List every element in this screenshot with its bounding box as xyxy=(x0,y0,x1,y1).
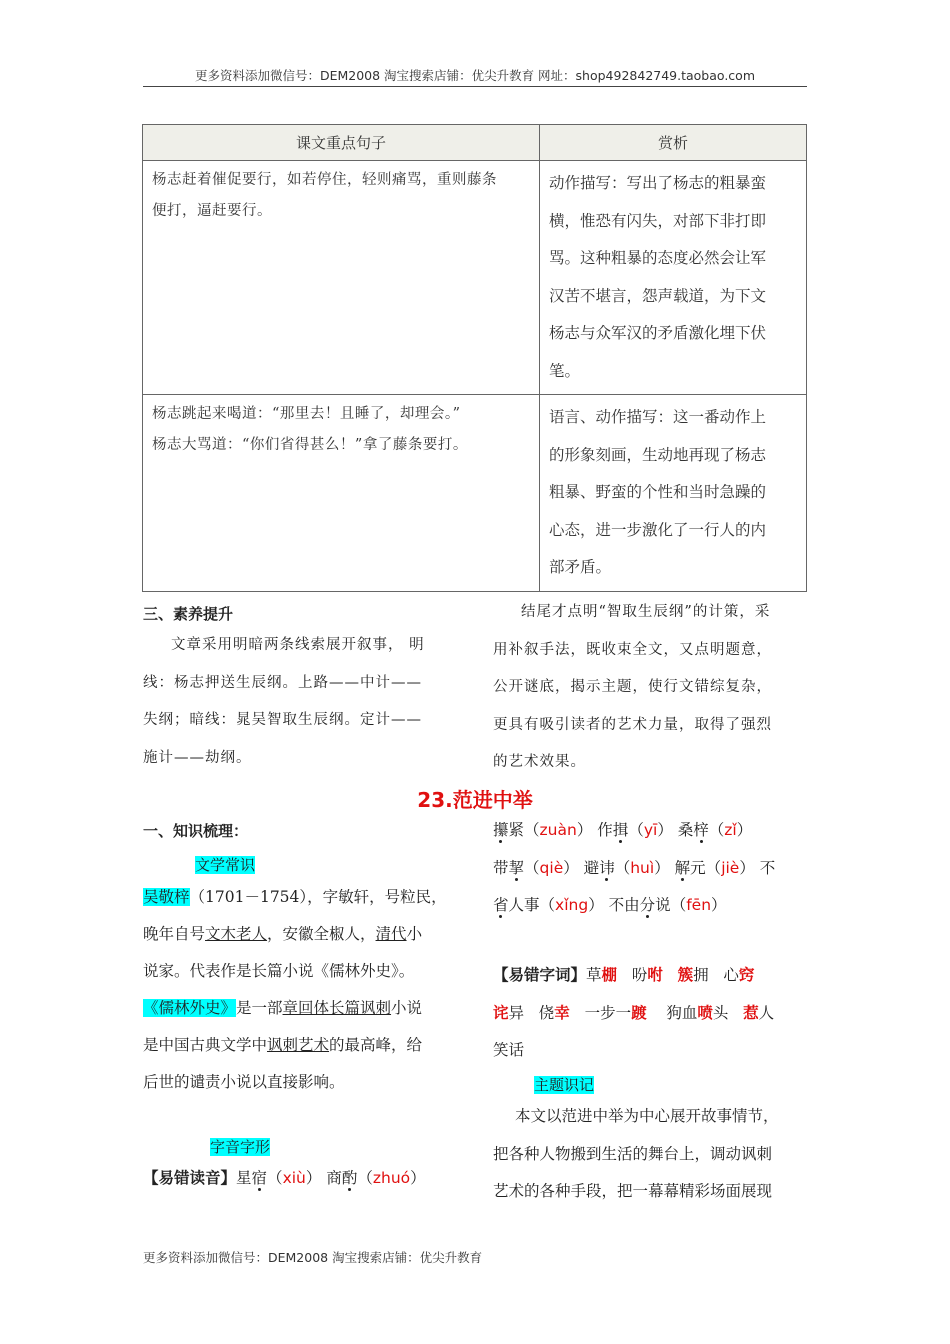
sentence-cell xyxy=(143,395,540,592)
dotted-char: 梓 xyxy=(693,821,709,839)
analysis-line: 笔。 xyxy=(549,361,581,380)
paragraph-line: 更具有吸引读者的艺术力量，取得了强烈 xyxy=(493,716,772,733)
pinyin: jiè xyxy=(721,858,740,877)
dotted-char: 攥 xyxy=(493,821,509,839)
text-span: 的最高峰，给 xyxy=(329,1036,423,1054)
pinyin: fēn xyxy=(686,896,712,914)
text-span: （1701－1754），字敏轩，号粒民， xyxy=(189,888,447,906)
literature-label-text: 文学常识 xyxy=(195,856,256,874)
paragraph-line: 把各种人物搬到生活的舞台上，调动讽刺 xyxy=(493,1144,773,1163)
text-span xyxy=(663,966,678,984)
table-row xyxy=(143,395,807,592)
table-row xyxy=(143,161,807,395)
section3-right-text xyxy=(493,594,813,782)
paragraph-line: 用补叙手法，既收束全文，又点明题意， xyxy=(493,641,772,658)
text-span: 吩 xyxy=(617,966,648,984)
dotted-char: 省 xyxy=(493,896,509,914)
underlined-term: 章回体长篇讽刺 xyxy=(282,999,392,1017)
key-sentences-table xyxy=(142,124,807,592)
knowledge-heading: 一、知识梳理： xyxy=(143,822,249,840)
error-prone-char: 簇 xyxy=(677,966,694,984)
author-paragraph xyxy=(143,879,473,1101)
sentence-line: 杨志赶着催促要行，如若停住，轻则痛骂，重则藤条 xyxy=(152,172,497,188)
wrong-words-items xyxy=(586,966,754,984)
analysis-line: 骂。这种粗暴的态度必然会让军 xyxy=(549,249,767,267)
analysis-line: 横，惟恐有闪失，对部下非打即 xyxy=(549,211,767,230)
text-span: 星 xyxy=(236,1169,252,1187)
paragraph-line: 艺术的各种手段，把一幕幕精彩场面展现 xyxy=(493,1182,773,1200)
paragraph-line: 失纲；暗线：晁吴智取生辰纲。定计—— xyxy=(143,712,422,728)
analysis-line: 杨志与众军汉的矛盾激化埋下伏 xyxy=(549,324,767,342)
paragraph-line: 后世的谴责小说以直接影响。 xyxy=(143,1073,345,1091)
pinyin-group: （xǐng） xyxy=(539,896,604,914)
paragraph-line: 说家。代表作是长篇小说《儒林外史》。 xyxy=(143,962,415,980)
pinyin: yī xyxy=(643,821,658,839)
text-span: 草 xyxy=(586,966,602,984)
paragraph-line: 的艺术效果。 xyxy=(493,754,586,770)
text-span: 头 xyxy=(712,1003,744,1022)
text-span: 小 xyxy=(406,925,423,943)
theme-label xyxy=(534,1074,594,1095)
text-span: 带 xyxy=(493,858,509,877)
paragraph-line xyxy=(143,879,473,916)
error-prone-char: 喷 xyxy=(697,1003,713,1022)
error-prone-char: 棚 xyxy=(601,966,618,984)
text-span: 商 xyxy=(321,1169,342,1187)
text-span: 不由 xyxy=(603,896,640,914)
error-prone-char: 诧 xyxy=(493,1003,509,1022)
underlined-term: 清代 xyxy=(375,925,407,943)
text-span: 拥 心 xyxy=(693,966,739,984)
table-header-analysis: 赏析 xyxy=(540,125,807,161)
wrong-words xyxy=(493,957,813,1070)
text-span: 人 xyxy=(758,1003,775,1022)
text-span: 异 侥 xyxy=(508,1003,555,1022)
analysis-cell xyxy=(540,395,807,592)
misread-line xyxy=(143,1160,426,1198)
pinyin: zuàn xyxy=(539,821,577,839)
sentence-line: 杨志跳起来喝道：“那里去！且睡了，却理会。” xyxy=(152,406,461,422)
pinyin-group: （fēn） xyxy=(670,896,727,914)
dotted-char: 解 xyxy=(674,858,691,877)
pronunciation-label-text: 字音字形 xyxy=(210,1138,271,1156)
theme-paragraph xyxy=(493,1098,813,1211)
table-header-sentence: 课文重点句子 xyxy=(143,125,540,161)
pinyin: zhuó xyxy=(372,1169,411,1187)
paragraph-line xyxy=(143,1027,473,1064)
dotted-char: 挈 xyxy=(508,858,525,877)
wrong-words-row: 笑话 xyxy=(493,1041,525,1059)
book-title: 《儒林外史》 xyxy=(143,999,237,1017)
paragraph-line: 结尾才点明“智取生辰纲”的计策，采 xyxy=(521,604,771,620)
pinyin: qiè xyxy=(539,858,564,877)
wrong-words-row xyxy=(493,995,813,1033)
pinyin-group: （yī） xyxy=(628,821,673,839)
text-span: 狗血 xyxy=(646,1003,698,1022)
header-rule xyxy=(143,86,807,87)
page-footer: 更多资料添加微信号：DEM2008 淘宝搜索店铺：优尖升教育 xyxy=(143,1250,483,1265)
analysis-line: 的形象刻画，生动地再现了杨志 xyxy=(549,445,767,464)
text-span: 作 xyxy=(592,821,613,839)
pinyin-group: （qiè） xyxy=(524,858,579,877)
text-span: 说 xyxy=(655,896,671,914)
pinyin: huì xyxy=(630,858,655,877)
pinyin-group: （zhuó） xyxy=(357,1169,426,1187)
pron-row xyxy=(493,850,813,888)
text-span: 是中国古典文学中 xyxy=(143,1036,268,1054)
dotted-char: 分 xyxy=(639,896,656,914)
pinyin: zǐ xyxy=(724,821,737,839)
analysis-line: 心态，进一步激化了一行人的内 xyxy=(549,520,767,539)
pronunciation-list xyxy=(493,812,813,925)
paragraph-line xyxy=(143,916,473,953)
literature-label xyxy=(195,854,255,875)
dotted-char: 酌 xyxy=(341,1169,358,1187)
sentence-cell xyxy=(143,161,540,395)
text-span: 不 xyxy=(754,858,776,877)
lesson-title: 23.范进中举 xyxy=(417,788,533,812)
pinyin-group: （xiù） xyxy=(267,1169,322,1187)
text-span: 晚年自号 xyxy=(143,925,206,943)
pinyin-group: （jiè） xyxy=(705,858,755,877)
analysis-line: 部矛盾。 xyxy=(549,558,612,576)
wrong-words-row xyxy=(493,957,813,995)
wrong-words-label: 【易错字词】 xyxy=(493,966,587,984)
dotted-char: 揖 xyxy=(612,821,629,839)
text-span: 人事 xyxy=(508,896,540,914)
underlined-term: 文木老人 xyxy=(205,925,268,943)
text-span xyxy=(670,859,675,877)
section3-heading: 三、素养提升 xyxy=(143,605,234,623)
misread-label: 【易错读音】 xyxy=(143,1169,237,1187)
error-prone-char: 踱 xyxy=(631,1003,647,1022)
text-span: ，安徽全椒人， xyxy=(267,925,376,943)
error-prone-char: 惹 xyxy=(743,1003,759,1022)
pron-row xyxy=(493,812,813,850)
error-prone-char: 幸 xyxy=(554,1003,570,1022)
table-header-row xyxy=(143,125,807,161)
pinyin-group: （huì） xyxy=(614,858,670,877)
theme-label-text: 主题识记 xyxy=(534,1076,595,1094)
analysis-cell xyxy=(540,161,807,395)
paragraph-line: 线：杨志押送生辰纲。上路——中计—— xyxy=(143,674,422,691)
paragraph-line: 文章采用明暗两条线索展开叙事， 明 xyxy=(171,637,425,653)
pinyin: xǐng xyxy=(555,896,589,914)
page-header: 更多资料添加微信号：DEM2008 淘宝搜索店铺：优尖升教育 网址：shop492842749.taobao.com xyxy=(194,68,756,83)
text-span: 小说 xyxy=(391,999,423,1017)
sentence-line: 便打，逼赶要行。 xyxy=(152,203,272,219)
pinyin: xiù xyxy=(282,1169,306,1187)
section3-left-text xyxy=(143,627,473,777)
pinyin-group: （zuàn） xyxy=(524,821,593,839)
dotted-char: 宿 xyxy=(251,1169,268,1187)
analysis-line: 语言、动作描写：这一番动作上 xyxy=(549,408,767,426)
paragraph-line xyxy=(143,990,473,1027)
pinyin-group: （zǐ） xyxy=(708,821,753,839)
pron-row xyxy=(493,887,813,925)
analysis-line: 动作描写：写出了杨志的粗暴蛮 xyxy=(549,174,767,192)
text-span: 避 xyxy=(578,858,600,877)
analysis-line: 汉苦不堪言，怨声载道，为下文 xyxy=(549,286,767,305)
paragraph-line: 本文以范进中举为中心展开故事情节， xyxy=(515,1107,779,1125)
text-span: 一步一 xyxy=(569,1003,632,1022)
error-prone-char: 咐 xyxy=(647,966,663,984)
dotted-char: 讳 xyxy=(599,858,615,877)
underlined-term: 讽刺艺术 xyxy=(267,1036,330,1054)
text-span: 元 xyxy=(690,858,706,877)
sentence-line: 杨志大骂道：“你们省得甚么！”拿了藤条要打。 xyxy=(152,437,468,453)
misread-items xyxy=(236,1169,426,1187)
text-span: 是一部 xyxy=(236,999,283,1017)
text-span: 紧 xyxy=(508,821,525,839)
text-span: 桑 xyxy=(672,821,694,839)
error-prone-char: 窍 xyxy=(738,966,755,984)
pronunciation-label xyxy=(210,1136,270,1157)
paragraph-line: 公开谜底，揭示主题，使行文错综复杂， xyxy=(493,679,772,695)
paragraph-line: 施计——劫纲。 xyxy=(143,749,252,766)
analysis-line: 粗暴、野蛮的个性和当时急躁的 xyxy=(549,483,767,501)
author-name: 吴敬梓 xyxy=(143,888,190,906)
